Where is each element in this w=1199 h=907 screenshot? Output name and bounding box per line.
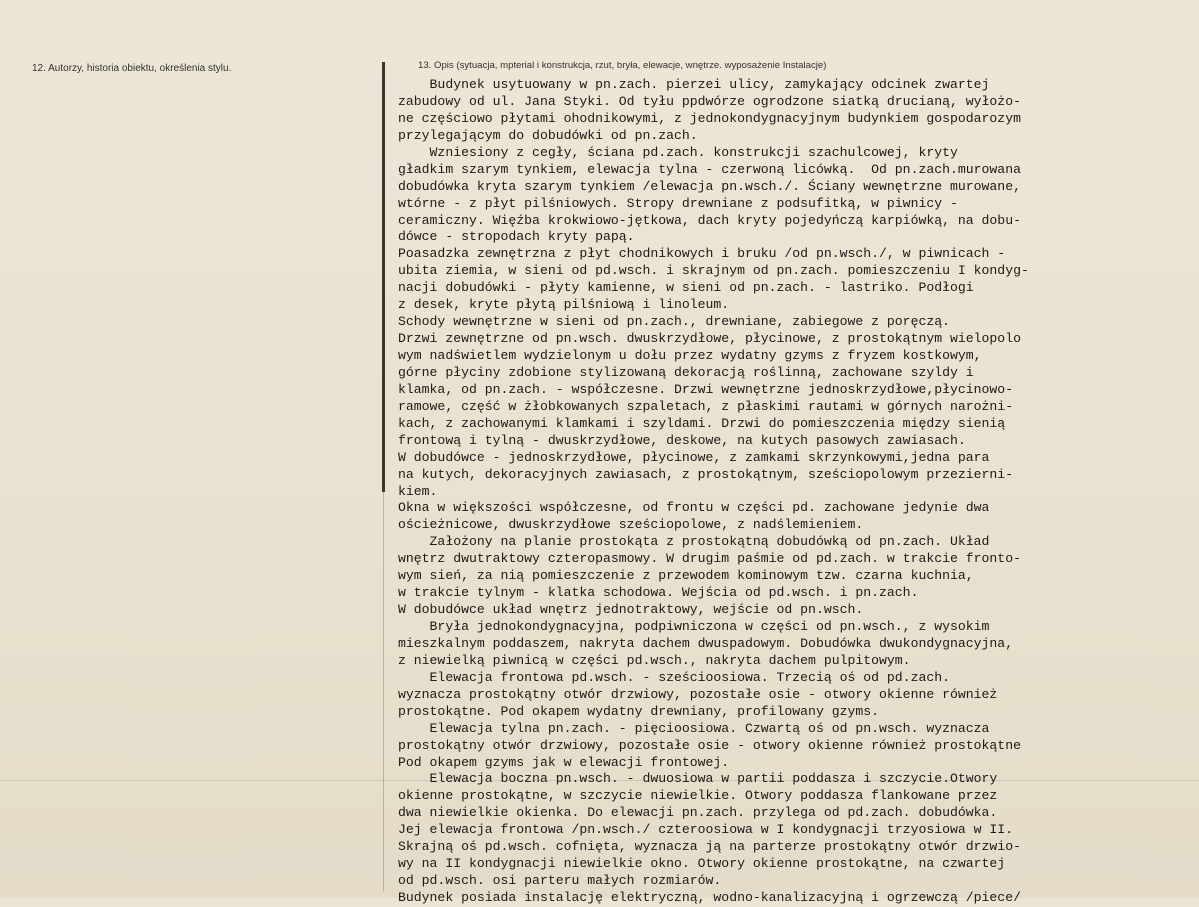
text-line: zabudowy od ul. Jana Styki. Od tyłu ppdwórze ogrodzone siatką drucianą, wyłożo- xyxy=(398,93,1021,109)
text-line: klamka, od pn.zach. - współczesne. Drzwi wewnętrzne jednoskrzydłowe,płycinowo- xyxy=(398,381,1014,397)
text-line: wtórne - z płyt pilśniowych. Stropy drewniane z podsufitką, w piwnicy - xyxy=(398,195,958,211)
text-line: gładkim szarym tynkiem, elewacja tylna - czerwoną licówką. Od pn.zach.murowana xyxy=(398,161,1021,177)
text-line: Skrajną oś pd.wsch. cofnięta, wyznacza ją na parterze prostokątny otwór drzwio- xyxy=(398,839,1021,855)
text-line: od pd.wsch. osi parteru małych rozmiarów. xyxy=(398,873,722,889)
text-line: ne częściowo płytami ohodnikowymi, z jednokondygnacyjnym budynkiem gospodarozym xyxy=(398,110,1021,126)
text-line: przylegającym do dobudówki od pn.zach. xyxy=(398,127,698,143)
text-line: dówce - stropodach kryty papą. xyxy=(398,229,635,245)
column-divider-faint xyxy=(383,492,384,892)
text-line: z niewielką piwnicą w części pd.wsch., nakryta dachem pulpitowym. xyxy=(398,652,911,668)
text-line: Elewacja boczna pn.wsch. - dwuosiowa w partii poddasza i szczycie.Otwory xyxy=(398,771,998,787)
text-line: Jej elewacja frontowa /pn.wsch./ czteroosiowa w I kondygnacji trzyosiowa w II. xyxy=(398,822,1014,838)
text-line: okienne prostokątne, w szczycie niewielkie. Otwory poddasza flankowane przez xyxy=(398,788,998,804)
text-line: mieszkalnym poddaszem, nakryta dachem dwuspadowym. Dobudówka dwukondygnacyjna, xyxy=(398,635,1014,651)
text-line: ceramiczny. Więźba krokwiowo-jętkowa, dach kryty pojedyńczą karpiówką, na dobu- xyxy=(398,212,1021,228)
text-line: górne płyciny zdobione stylizowaną dekoracją roślinną, zachowane szyldy i xyxy=(398,364,974,380)
column-divider xyxy=(382,62,385,492)
text-line: frontową i tylną - dwuskrzydłowe, deskowe, na kutych pasowych zawiasach. xyxy=(398,432,966,448)
text-line: prostokątny otwór drzwiowy, pozostałe osie - otwory okienne również prostokątne xyxy=(398,737,1021,753)
text-line: nacji dobudówki - płyty kamienne, w sieni od pn.zach. - lastriko. Podłogi xyxy=(398,280,974,296)
section-12-heading: 12. Autorzy, historia obiektu, określenia stylu. xyxy=(32,63,232,74)
text-line: prostokątne. Pod okapem wydatny drewniany, profilowany gzyms. xyxy=(398,703,880,719)
text-line: kiem. xyxy=(398,483,438,499)
text-line: z desek, kryte płytą pilśniową i linoleum. xyxy=(398,297,730,313)
text-line: Budynek usytuowany w pn.zach. pierzei ulicy, zamykający odcinek zwartej xyxy=(398,77,990,92)
text-line: wy na II kondygnacji niewielkie okno. Otwory okienne prostokątne, na czwartej xyxy=(398,856,1006,872)
text-line: dobudówka kryta szarym tynkiem /elewacja pn.wsch./. Ściany wewnętrzne murowane, xyxy=(398,178,1021,194)
text-line: Założony na planie prostokąta z prostokątną dobudówką od pn.zach. Układ xyxy=(398,534,990,550)
text-line: ubita ziemia, w sieni od pd.wsch. i skrajnym od pn.zach. pomieszczeniu I kondyg- xyxy=(398,263,1029,279)
text-line: Elewacja frontowa pd.wsch. - sześcioosiowa. Trzecią oś od pd.zach. xyxy=(398,669,950,685)
text-line: ościeżnicowe, dwuskrzydłowe sześciopolowe, z nadślemieniem. xyxy=(398,517,864,533)
text-line: wnętrz dwutraktowy czteropasmowy. W drugim paśmie od pd.zach. w trakcie fronto- xyxy=(398,551,1021,567)
section-13-heading: 13. Opis (sytuacja, mpterial i konstrukcja, rzut, bryła, elewacje, wnętrze. wyposażenie Instalacje) xyxy=(418,60,827,71)
description-text xyxy=(398,77,1199,907)
text-line: Drzwi zewnętrzne od pn.wsch. dwuskrzydłowe, płycinowe, z prostokątnym wielopolo xyxy=(398,331,1021,347)
text-line: Schody wewnętrzne w sieni od pn.zach., drewniane, zabiegowe z poręczą. xyxy=(398,314,950,330)
text-line: Elewacja tylna pn.zach. - pięcioosiowa. Czwartą oś od pn.wsch. wyznacza xyxy=(398,720,990,736)
text-line: kach, z zachowanymi klamkami i szyldami. Drzwi do pomieszczenia między sienią xyxy=(398,415,1006,431)
text-line: ramowe, część w żłobkowanych szpaletach, z płaskimi rautami w górnych narożni- xyxy=(398,398,1014,414)
text-line: W dobudówce - jednoskrzydłowe, płycinowe, z zamkami skrzynkowymi,jedna para xyxy=(398,449,990,465)
text-line: Bryła jednokondygnacyjna, podpiwniczona w części od pn.wsch., z wysokim xyxy=(398,619,990,634)
text-line: Wzniesiony z cegły, ściana pd.zach. konstrukcji szachulcowej, kryty xyxy=(398,144,958,160)
text-line: Okna w większości współczesne, od frontu w części pd. zachowane jedynie dwa xyxy=(398,500,990,516)
text-line: wym sień, za nią pomieszczenie z przewodem kominowym tzw. czarna kuchnia, xyxy=(398,568,974,584)
text-line: Budynek posiada instalację elektryczną, wodno-kanalizacyjną i ogrzewczą /piece/ xyxy=(398,890,1021,905)
text-line: na kutych, dekoracyjnych zawiasach, z prostokątnym, sześciopolowym przezierni- xyxy=(398,466,1014,482)
text-line: dwa niewielkie okienka. Do elewacji pn.zach. przylega od pd.zach. dobudówka. xyxy=(398,805,998,821)
text-line: wym nadświetlem wydzielonym u dołu przez wydatny gzyms z fryzem kostkowym, xyxy=(398,348,982,363)
text-line: w trakcie tylnym - klatka schodowa. Wejścia od pd.wsch. i pn.zach. xyxy=(398,585,919,601)
text-line: Pod okapem gzyms jak w elewacji frontowej. xyxy=(398,754,730,770)
text-line: wyznacza prostokątny otwór drzwiowy, pozostałe osie - otwory okienne również xyxy=(398,686,998,702)
text-line: Poasadzka zewnętrzna z płyt chodnikowych i bruku /od pn.wsch./, w piwnicach - xyxy=(398,246,1006,262)
text-line: W dobudówce układ wnętrz jednotraktowy, wejście od pn.wsch. xyxy=(398,602,864,618)
